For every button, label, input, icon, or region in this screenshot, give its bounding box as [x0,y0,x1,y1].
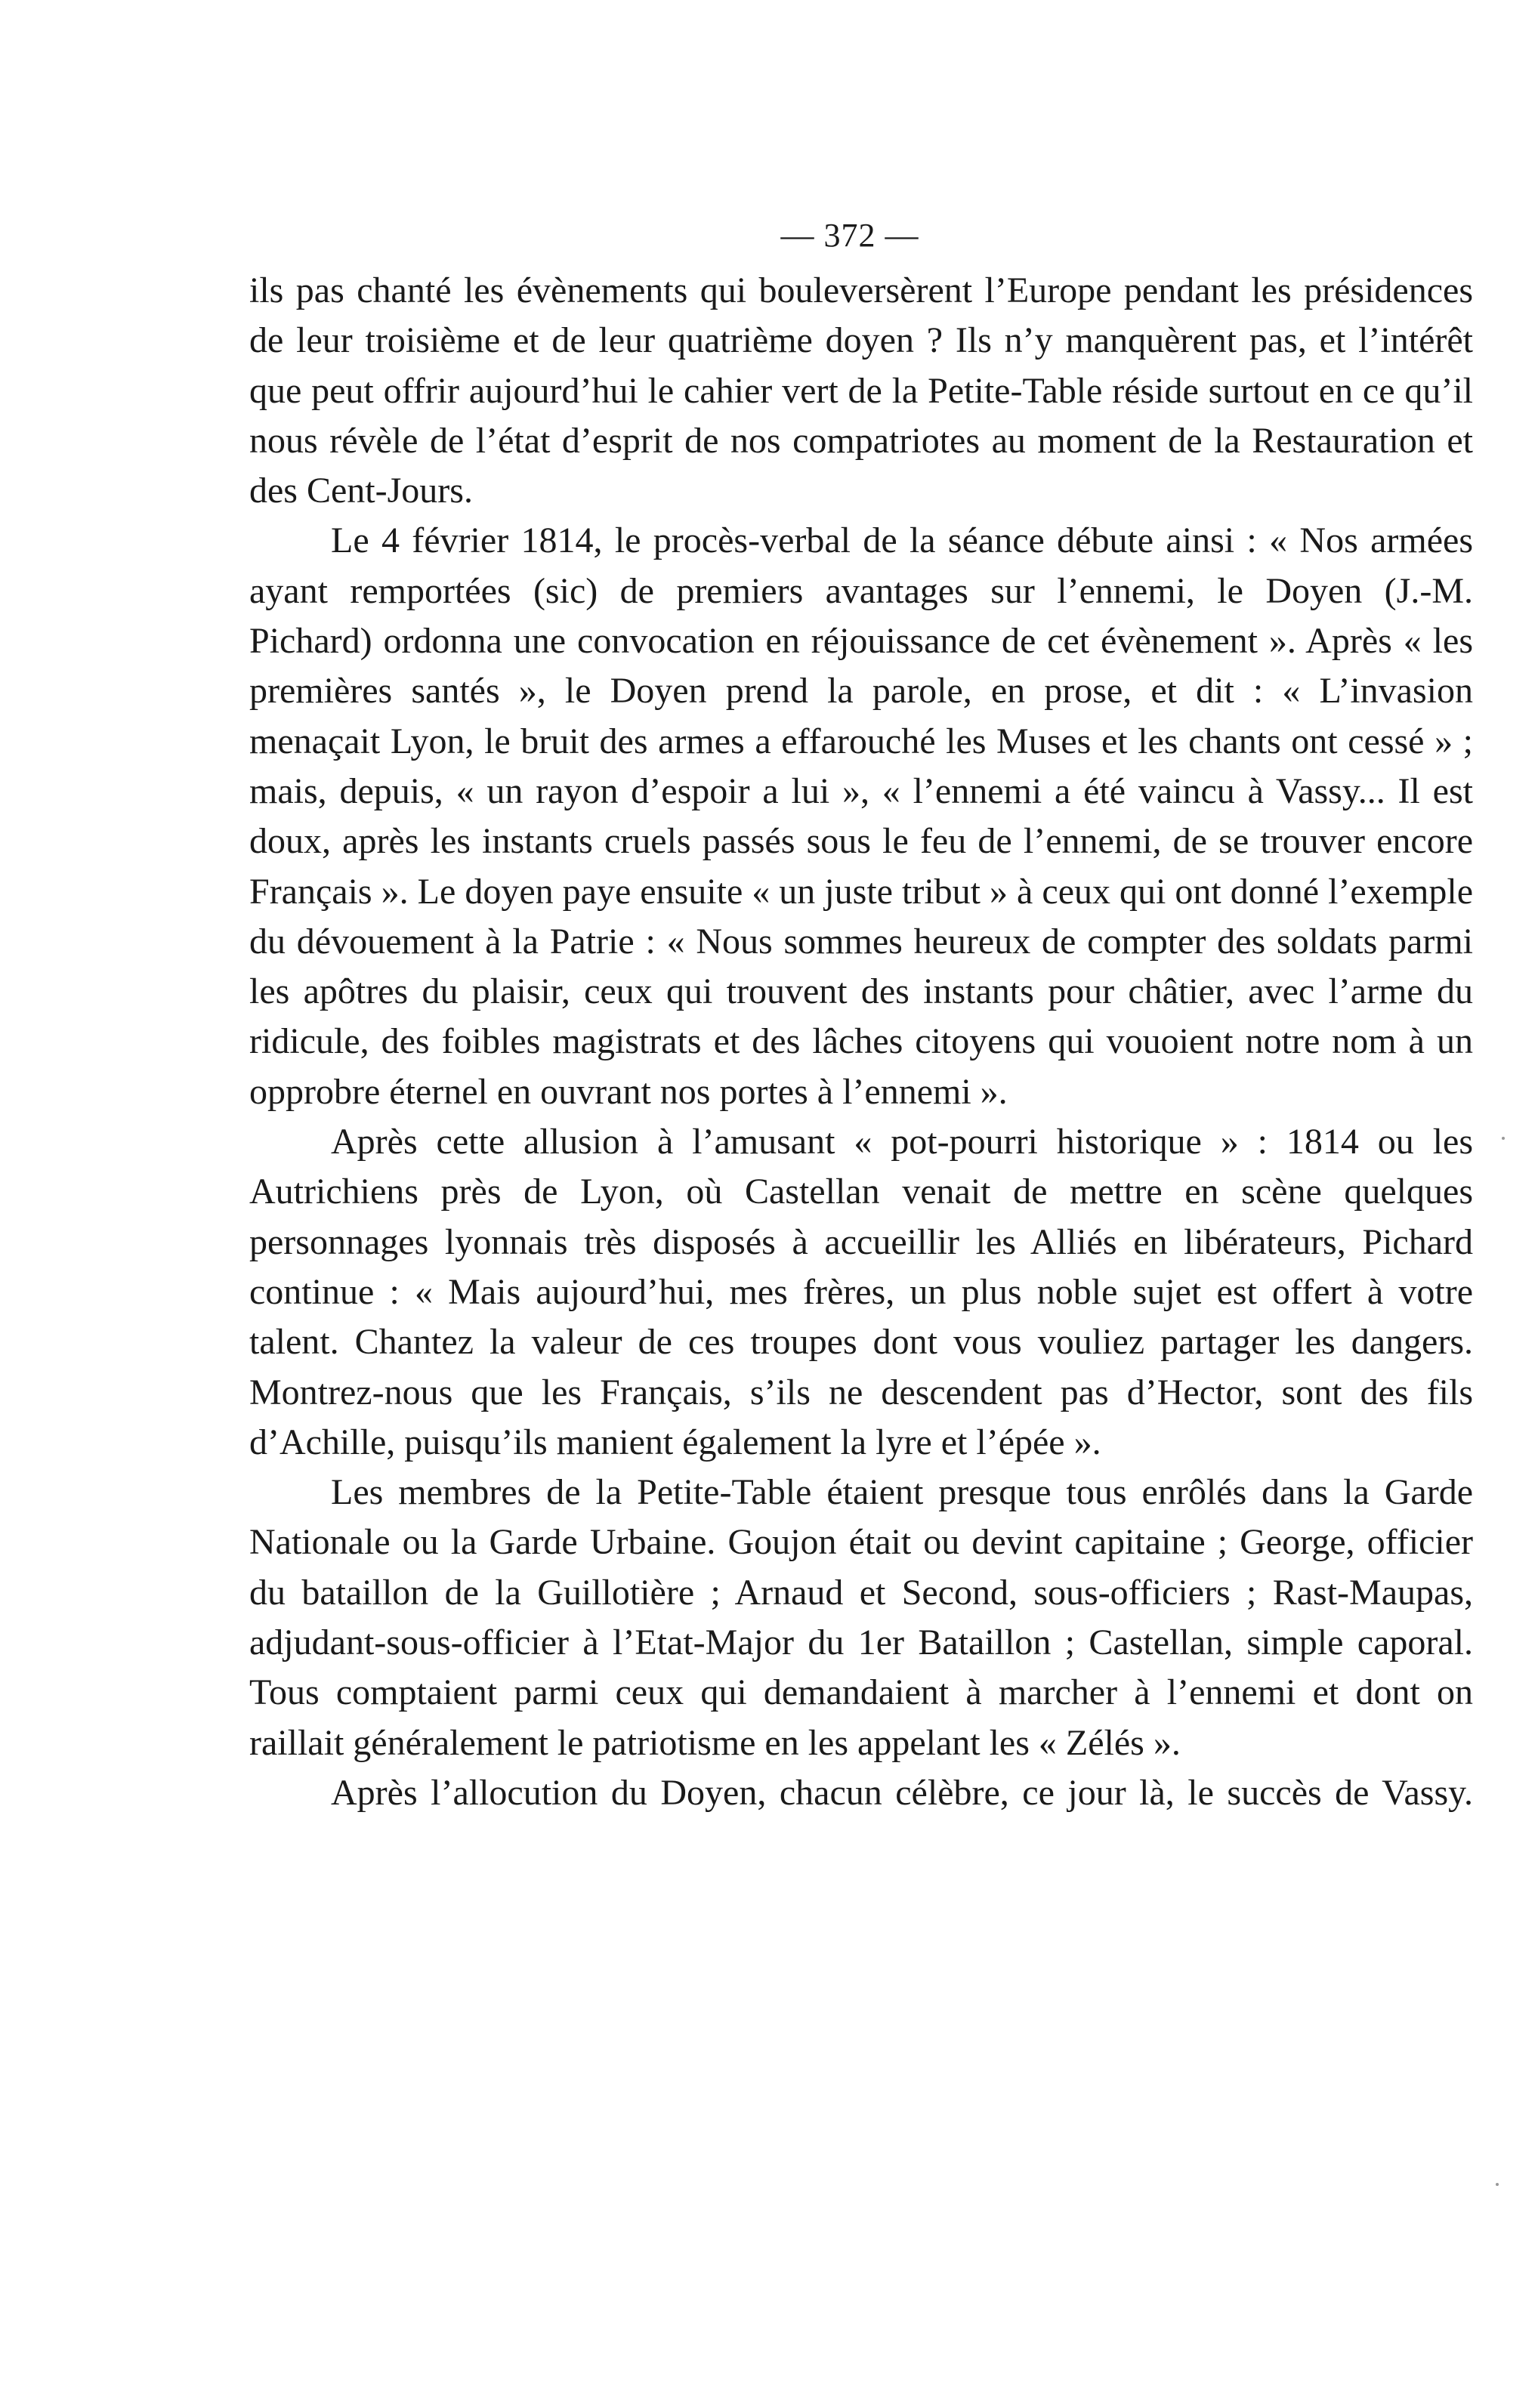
paragraph-garde-nationale: Les membres de la Petite-Table étaient presque tous enrôlés dans la Garde Nationale ou la Garde Urbaine. Goujon était ou devint capitaine ; George, officier du bataillon de la Guillotière ; Arnaud et Second, sous-officiers ; Rast-Maupas, adjudant-sous-officier à l’Etat-Major du 1er Bataillon ; Castellan, simple caporal. Tous comptaient parmi ceux qui demandaient à marcher à l’ennemi et dont on raillait généralement le patriotisme en les appelant les « Zélés ». [249,1472,1473,1763]
paragraph-vassy: Après l’allocution du Doyen, chacun célèbre, ce jour là, le succès de Vassy. [331,1772,1473,1813]
paragraph-continuation: ils pas chanté les évènements qui bouleversèrent l’Europe pendant les présidences de leur troisième et de leur quatrième doyen ? Ils n’y manquèrent pas, et l’intérêt que peut offrir aujourd’hui le cahier vert de la Petite-Table réside surtout en ce qu’il nous révèle de l’état d’esprit de nos compatriotes au moment de la Restauration et des Cent-Jours. [249,270,1473,511]
scan-speck [1502,1137,1505,1140]
scan-speck [1496,2183,1499,2186]
page-number: — 372 — [780,217,919,254]
paragraph-pichard-speech: Le 4 février 1814, le procès-verbal de la séance débute ainsi : « Nos armées ayant remportées (sic) de premiers avantages sur l’ennemi, le Doyen (J.-M. Pichard) ordonna une convocation en réjouissance de cet évènement ». Après « les premières santés », le Doyen prend la parole, en prose, et dit : « L’invasion menaçait Lyon, le bruit des armes a effarouché les Muses et les chants ont cessé » ; mais, depuis, « un rayon d’espoir a lui », « l’ennemi a été vaincu à Vassy... Il est doux, après les instants cruels passés sous le feu de l’ennemi, de se trouver encore Français ». Le doyen paye ensuite « un juste tribut » à ceux qui ont donné l’exemple du dévouement à la Patrie : « Nous sommes heureux de compter des soldats parmi les apôtres du plaisir, ceux qui trouvent des instants pour châtier, avec l’arme du ridicule, des foibles magistrats et des lâches citoyens qui vouoient notre nom à un opprobre éternel en ouvrant nos portes à l’ennemi ». [249,520,1473,1112]
paragraph-pot-pourri: Après cette allusion à l’amusant « pot-pourri historique » : 1814 ou les Autrichiens près de Lyon, où Castellan venait de mettre en scène quelques personnages lyonnais très disposés à accueillir les Alliés en libérateurs, Pichard continue : « Mais aujourd’hui, mes frères, un plus noble sujet est offert à votre talent. Chantez la valeur de ces troupes dont vous vouliez partager les dangers. Montrez-nous que les Français, s’ils ne descendent pas d’Hector, sont des fils d’Achille, puisqu’ils manient également la lyre et l’épée ». [249,1122,1473,1462]
body-text [249,266,1473,1818]
